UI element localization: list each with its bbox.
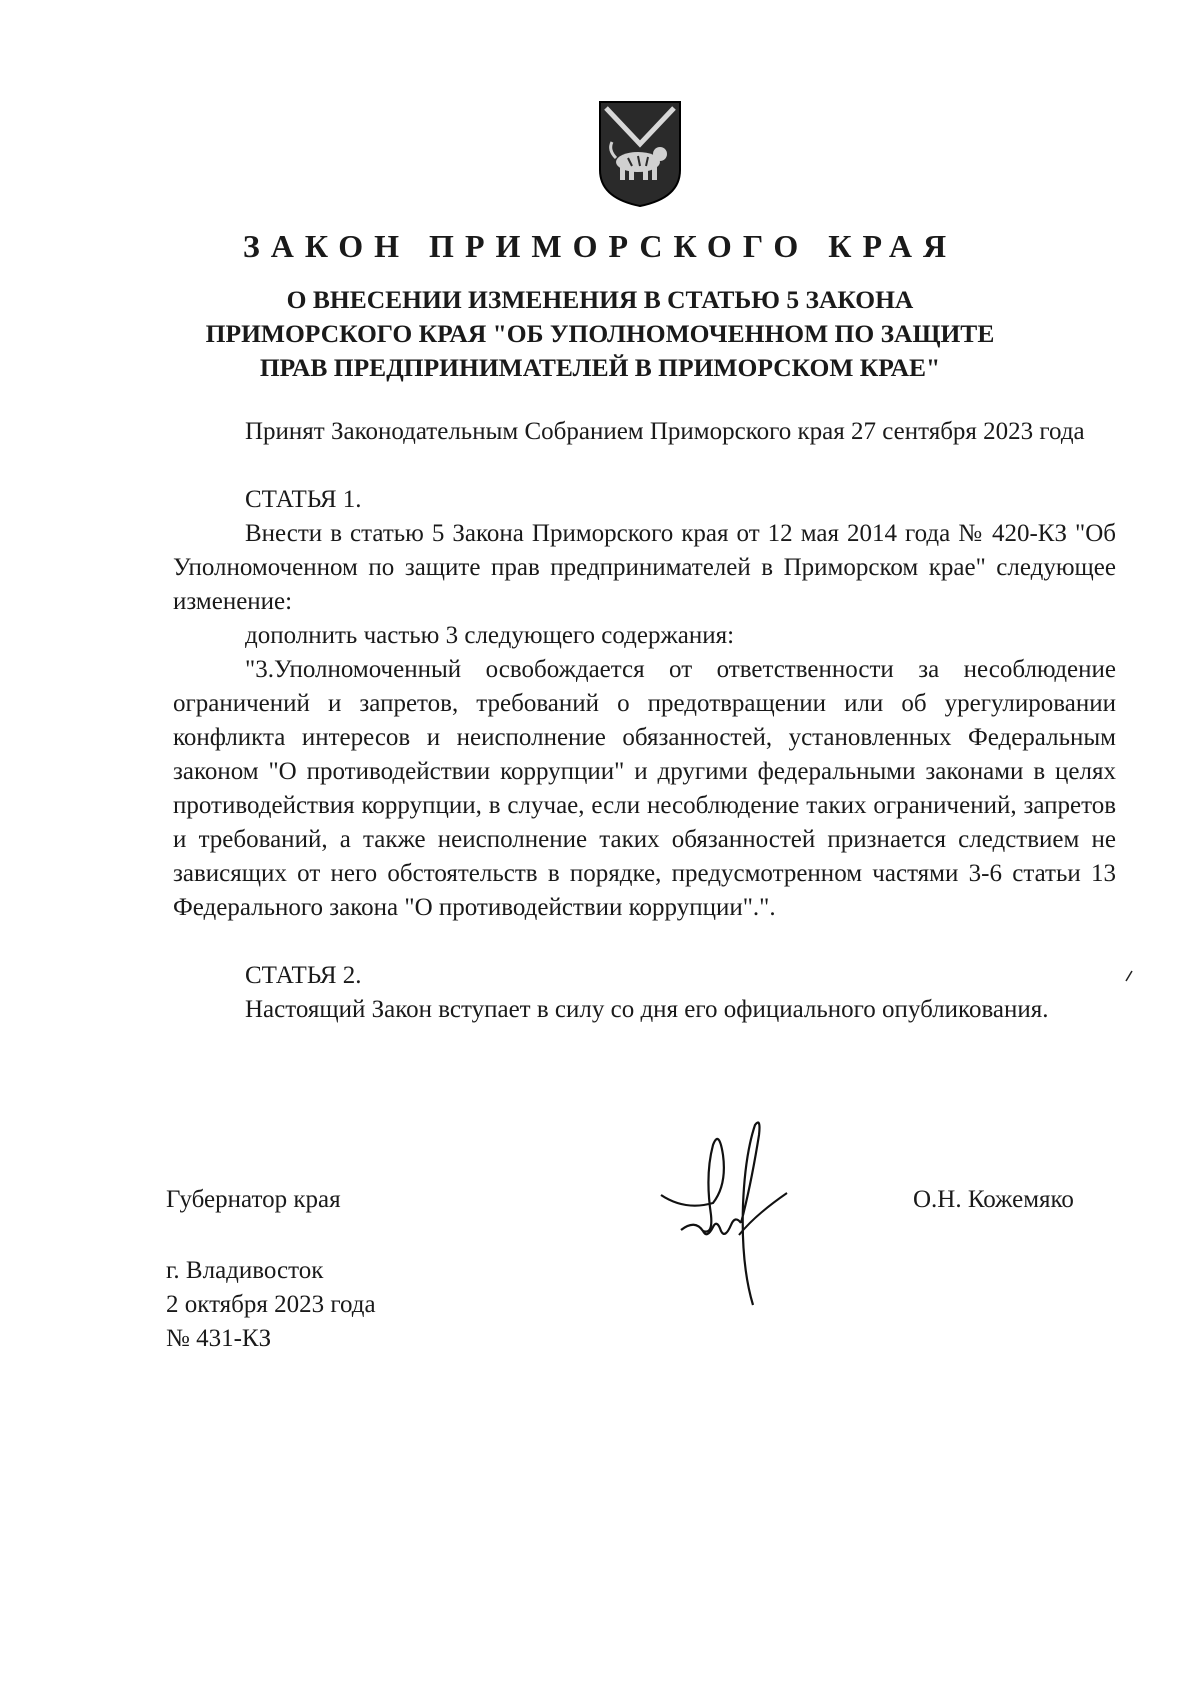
article-2-paragraph: Настоящий Закон вступает в силу со дня его официального опубликования. [245, 996, 1049, 1023]
article-1-paragraph: Внести в статью 5 Закона Приморского края от 12 мая 2014 года № 420-КЗ "Об Уполномоченном по защите прав предпринимателей в Приморском крае" следующее изменение: [173, 520, 1116, 615]
coat-of-arms-emblem [598, 100, 682, 208]
footer-date: 2 октября 2023 года [166, 1291, 376, 1318]
governor-position: Губернатор края [166, 1186, 341, 1213]
law-title: ЗАКОН ПРИМОРСКОГО КРАЯ [242, 228, 958, 264]
governor-name: О.Н. Кожемяко [913, 1186, 1074, 1213]
article-1-paragraph: "3.Уполномоченный освобождается от ответственности за несоблюдение ограничений и запретов, требований о предотвращении или об урегулировании конфликта интересов и неисполнение обязанностей, установленных Федеральным законом "О противодействии коррупции" и другими федеральными законами в целях противодействия коррупции, в случае, если несоблюдение таких ограничений, запретов и требований, а также неисполнение таких обязанностей признается следствием не зависящих от него обстоятельств в порядке, предусмотренном частями 3-6 статьи 13 Федерального закона "О противодействии коррупции".". [173, 656, 1116, 921]
subtitle-line: ПРИМОРСКОГО КРАЯ "ОБ УПОЛНОМОЧЕННОМ ПО ЗАЩИТЕ [205, 319, 995, 348]
handwritten-signature [655, 1115, 815, 1310]
article-1-paragraph: дополнить частью 3 следующего содержания: [245, 622, 735, 649]
adoption-note: Принят Законодательным Собранием Приморского края 27 сентября 2023 года [245, 418, 1085, 445]
stray-pen-mark [1124, 970, 1134, 982]
document-footer [166, 1254, 376, 1356]
subtitle-line: ПРАВ ПРЕДПРИНИМАТЕЛЕЙ В ПРИМОРСКОМ КРАЕ" [259, 353, 941, 382]
article-1-heading: СТАТЬЯ 1. [245, 486, 362, 513]
subtitle-line: О ВНЕСЕНИИ ИЗМЕНЕНИЯ В СТАТЬЮ 5 ЗАКОНА [286, 285, 914, 314]
footer-city: г. Владивосток [166, 1257, 324, 1284]
law-body [173, 415, 1116, 1027]
article-2-heading: СТАТЬЯ 2. [245, 962, 362, 989]
footer-number: № 431-КЗ [166, 1325, 272, 1352]
law-subtitle [180, 283, 1020, 385]
